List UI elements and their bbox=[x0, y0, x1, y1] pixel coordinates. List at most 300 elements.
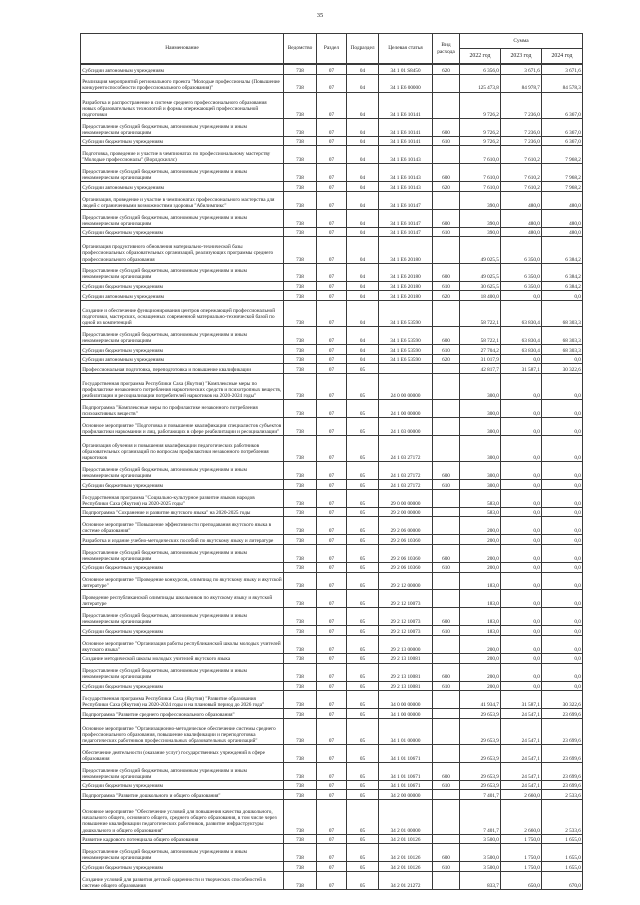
row-subsection: 05 bbox=[347, 489, 379, 507]
row-section: 07 bbox=[317, 65, 347, 75]
row-amount-2022: 3 500,0 bbox=[460, 862, 501, 872]
row-department: 738 bbox=[284, 364, 317, 374]
row-amount-2024: 0,0 bbox=[542, 418, 583, 436]
row-target-article: 29 2 06 00000 bbox=[379, 517, 433, 535]
row-department: 738 bbox=[284, 354, 317, 364]
table-row bbox=[81, 300, 583, 326]
row-expense-type bbox=[433, 800, 460, 835]
row-amount-2024: 6 367,0 bbox=[542, 136, 583, 146]
row-name: Основное мероприятие "Организация работы республиканской школы молодых учителей якутского языка" bbox=[81, 636, 284, 654]
row-section: 07 bbox=[317, 718, 347, 744]
row-subsection: 05 bbox=[347, 517, 379, 535]
row-subsection: 05 bbox=[347, 800, 379, 835]
row-department: 738 bbox=[284, 517, 317, 535]
row-department: 738 bbox=[284, 780, 317, 790]
row-expense-type: 620 bbox=[433, 182, 460, 192]
row-section: 07 bbox=[317, 834, 347, 844]
row-department: 738 bbox=[284, 572, 317, 590]
table-row bbox=[81, 92, 583, 118]
row-subsection: 05 bbox=[347, 663, 379, 681]
row-expense-type bbox=[433, 74, 460, 92]
row-amount-2022: 7 401,7 bbox=[460, 800, 501, 835]
row-section: 07 bbox=[317, 862, 347, 872]
row-name: Предоставление субсидий бюджетным, автономным учреждениям и иным некоммерческим организациям bbox=[81, 118, 284, 136]
row-amount-2022: 29 653,9 bbox=[460, 780, 501, 790]
row-name: Развитие кадрового потенциала общего образования bbox=[81, 834, 284, 844]
row-subsection: 04 bbox=[347, 237, 379, 263]
row-department: 738 bbox=[284, 544, 317, 562]
row-subsection: 04 bbox=[347, 65, 379, 75]
row-section: 07 bbox=[317, 400, 347, 418]
row-subsection: 05 bbox=[347, 436, 379, 462]
row-subsection: 05 bbox=[347, 744, 379, 762]
row-amount-2023: 0,0 bbox=[501, 489, 542, 507]
row-amount-2022: 7 610,0 bbox=[460, 164, 501, 182]
row-amount-2022: 27 704,2 bbox=[460, 345, 501, 355]
table-row bbox=[81, 709, 583, 719]
row-target-article: 34 1 E6 10147 bbox=[379, 227, 433, 237]
row-name: Подготовка, проведение и участие в чемпионатах по профессиональному мастерству "Молодые профессионалы" (Ворлдскиллс) bbox=[81, 146, 284, 164]
row-section: 07 bbox=[317, 191, 347, 209]
row-section: 07 bbox=[317, 182, 347, 192]
row-amount-2024: 23 699,6 bbox=[542, 718, 583, 744]
table-row bbox=[81, 263, 583, 281]
row-name: Предоставление субсидий бюджетным, автономным учреждениям и иным некоммерческим организациям bbox=[81, 327, 284, 345]
row-amount-2022: 9 726,2 bbox=[460, 118, 501, 136]
row-expense-type: 600 bbox=[433, 164, 460, 182]
row-subsection: 05 bbox=[347, 400, 379, 418]
row-department: 738 bbox=[284, 462, 317, 480]
row-expense-type bbox=[433, 691, 460, 709]
row-name: Подпрограмма "Сохранение и развитие якутского языка" на 2020-2025 годы bbox=[81, 507, 284, 517]
row-section: 07 bbox=[317, 691, 347, 709]
row-amount-2023: 0,0 bbox=[501, 373, 542, 399]
row-name: Субсидии автономным учреждениям bbox=[81, 182, 284, 192]
table-row bbox=[81, 191, 583, 209]
table-row bbox=[81, 517, 583, 535]
row-section: 07 bbox=[317, 590, 347, 608]
row-amount-2024: 84 578,3 bbox=[542, 74, 583, 92]
row-amount-2023: 0,0 bbox=[501, 636, 542, 654]
row-subsection: 05 bbox=[347, 418, 379, 436]
row-target-article: 29 2 13 10081 bbox=[379, 653, 433, 663]
row-target-article: 29 2 12 00000 bbox=[379, 572, 433, 590]
column-header-expense-type: Вид расхода bbox=[433, 34, 460, 64]
row-department: 738 bbox=[284, 489, 317, 507]
row-name: Предоставление субсидий бюджетным, автономным учреждениям и иным некоммерческим организациям bbox=[81, 608, 284, 626]
row-name: Субсидии бюджетным учреждениям bbox=[81, 227, 284, 237]
column-header-amount: Сумма bbox=[460, 34, 583, 49]
row-section: 07 bbox=[317, 209, 347, 227]
row-amount-2023: 0,0 bbox=[501, 663, 542, 681]
row-amount-2024: 68 303,3 bbox=[542, 327, 583, 345]
row-name: Субсидии бюджетным учреждениям bbox=[81, 626, 284, 636]
row-amount-2022: 183,0 bbox=[460, 608, 501, 626]
row-department: 738 bbox=[284, 164, 317, 182]
row-amount-2024: 0,0 bbox=[542, 681, 583, 691]
table-row bbox=[81, 608, 583, 626]
row-section: 07 bbox=[317, 418, 347, 436]
row-amount-2023: 0,0 bbox=[501, 418, 542, 436]
row-amount-2022: 300,0 bbox=[460, 373, 501, 399]
row-expense-type: 610 bbox=[433, 227, 460, 237]
table-row bbox=[81, 373, 583, 399]
row-amount-2023: 0,0 bbox=[501, 291, 542, 301]
row-amount-2023: 480,0 bbox=[501, 191, 542, 209]
row-target-article bbox=[379, 364, 433, 374]
row-target-article: 34 1 01 10671 bbox=[379, 762, 433, 780]
row-expense-type bbox=[433, 709, 460, 719]
row-subsection: 05 bbox=[347, 691, 379, 709]
row-expense-type: 620 bbox=[433, 65, 460, 75]
row-name: Субсидии бюджетным учреждениям bbox=[81, 345, 284, 355]
row-amount-2022: 583,0 bbox=[460, 489, 501, 507]
row-amount-2022: 3 500,0 bbox=[460, 844, 501, 862]
row-amount-2023: 7 610,2 bbox=[501, 164, 542, 182]
row-amount-2024: 0,0 bbox=[542, 480, 583, 490]
row-target-article: 34 1 01 S8450 bbox=[379, 65, 433, 75]
row-target-article: 34 1 01 10671 bbox=[379, 780, 433, 790]
row-target-article: 34 1 E6 00000 bbox=[379, 74, 433, 92]
row-name: Субсидии бюджетным учреждениям bbox=[81, 862, 284, 872]
row-amount-2022: 58 722,1 bbox=[460, 300, 501, 326]
row-amount-2022: 183,0 bbox=[460, 572, 501, 590]
row-amount-2023: 7 236,0 bbox=[501, 92, 542, 118]
row-expense-type bbox=[433, 364, 460, 374]
row-target-article: 34 2 01 10126 bbox=[379, 834, 433, 844]
row-amount-2023: 1 750,0 bbox=[501, 844, 542, 862]
row-target-article: 34 1 E6 10141 bbox=[379, 118, 433, 136]
row-expense-type: 600 bbox=[433, 327, 460, 345]
row-amount-2024: 6 384,2 bbox=[542, 237, 583, 263]
row-target-article: 34 1 01 10671 bbox=[379, 744, 433, 762]
row-subsection: 04 bbox=[347, 345, 379, 355]
row-name: Подпрограмма "Развитие среднего профессионального образования" bbox=[81, 709, 284, 719]
row-amount-2022: 583,0 bbox=[460, 507, 501, 517]
table-row bbox=[81, 136, 583, 146]
row-amount-2022: 300,0 bbox=[460, 400, 501, 418]
row-section: 07 bbox=[317, 762, 347, 780]
row-department: 738 bbox=[284, 300, 317, 326]
row-amount-2023: 7 610,2 bbox=[501, 146, 542, 164]
row-target-article: 29 2 00 00000 bbox=[379, 507, 433, 517]
row-department: 738 bbox=[284, 562, 317, 572]
row-subsection: 05 bbox=[347, 636, 379, 654]
row-expense-type bbox=[433, 237, 460, 263]
table-row bbox=[81, 182, 583, 192]
row-name: Субсидии бюджетным учреждениям bbox=[81, 480, 284, 490]
row-amount-2023: 7 236,0 bbox=[501, 118, 542, 136]
row-expense-type bbox=[433, 572, 460, 590]
row-amount-2024: 670,0 bbox=[542, 871, 583, 889]
row-amount-2022: 49 025,5 bbox=[460, 237, 501, 263]
row-amount-2022: 200,0 bbox=[460, 681, 501, 691]
row-amount-2022: 9 726,2 bbox=[460, 92, 501, 118]
row-expense-type: 610 bbox=[433, 345, 460, 355]
row-section: 07 bbox=[317, 291, 347, 301]
row-amount-2024: 480,0 bbox=[542, 191, 583, 209]
row-department: 738 bbox=[284, 507, 317, 517]
row-amount-2024: 7 968,2 bbox=[542, 182, 583, 192]
row-subsection: 05 bbox=[347, 834, 379, 844]
row-amount-2022: 183,0 bbox=[460, 590, 501, 608]
row-expense-type: 610 bbox=[433, 862, 460, 872]
row-section: 07 bbox=[317, 790, 347, 800]
row-department: 738 bbox=[284, 834, 317, 844]
row-target-article: 34 1 E6 10141 bbox=[379, 92, 433, 118]
row-section: 07 bbox=[317, 744, 347, 762]
row-name: Разработка и распространение в системе среднего профессионального образования новых образовательных технологий и формы опережающей профессиональной подготовки bbox=[81, 92, 284, 118]
row-amount-2022: 49 025,5 bbox=[460, 263, 501, 281]
row-amount-2024: 480,0 bbox=[542, 227, 583, 237]
row-target-article: 34 1 01 00000 bbox=[379, 718, 433, 744]
row-name: Предоставление субсидий бюджетным, автономным учреждениям и иным некоммерческим организациям bbox=[81, 544, 284, 562]
row-expense-type bbox=[433, 191, 460, 209]
row-section: 07 bbox=[317, 237, 347, 263]
row-target-article: 29 2 06 10360 bbox=[379, 535, 433, 545]
row-amount-2023: 0,0 bbox=[501, 653, 542, 663]
row-amount-2023: 3 671,6 bbox=[501, 65, 542, 75]
row-subsection: 05 bbox=[347, 790, 379, 800]
row-section: 07 bbox=[317, 480, 347, 490]
row-section: 07 bbox=[317, 871, 347, 889]
row-department: 738 bbox=[284, 691, 317, 709]
row-expense-type bbox=[433, 300, 460, 326]
row-amount-2024: 1 655,0 bbox=[542, 834, 583, 844]
table-row bbox=[81, 653, 583, 663]
table-row bbox=[81, 418, 583, 436]
row-name: Создание условий для развития детской одаренности и творческих способностей в системе общего образования bbox=[81, 871, 284, 889]
row-amount-2023: 6 350,0 bbox=[501, 263, 542, 281]
row-amount-2024: 0,0 bbox=[542, 373, 583, 399]
row-amount-2022: 200,0 bbox=[460, 663, 501, 681]
row-section: 07 bbox=[317, 844, 347, 862]
row-subsection: 04 bbox=[347, 146, 379, 164]
row-target-article: 34 1 E6 10143 bbox=[379, 164, 433, 182]
row-department: 738 bbox=[284, 418, 317, 436]
row-section: 07 bbox=[317, 436, 347, 462]
row-expense-type bbox=[433, 653, 460, 663]
row-amount-2024: 23 699,6 bbox=[542, 762, 583, 780]
table-row bbox=[81, 663, 583, 681]
row-amount-2023: 0,0 bbox=[501, 681, 542, 691]
row-expense-type bbox=[433, 92, 460, 118]
row-amount-2023: 0,0 bbox=[501, 608, 542, 626]
column-header-target-article: Целевая статья bbox=[379, 34, 433, 64]
row-amount-2023: 63 830,4 bbox=[501, 345, 542, 355]
row-department: 738 bbox=[284, 327, 317, 345]
row-amount-2022: 300,0 bbox=[460, 480, 501, 490]
row-amount-2023: 480,0 bbox=[501, 209, 542, 227]
row-subsection: 04 bbox=[347, 182, 379, 192]
row-amount-2024: 0,0 bbox=[542, 507, 583, 517]
row-name: Субсидии бюджетным учреждениям bbox=[81, 562, 284, 572]
row-department: 738 bbox=[284, 790, 317, 800]
row-section: 07 bbox=[317, 572, 347, 590]
row-amount-2024: 23 699,6 bbox=[542, 780, 583, 790]
row-target-article: 34 2 01 10126 bbox=[379, 844, 433, 862]
row-section: 07 bbox=[317, 544, 347, 562]
row-amount-2024: 0,0 bbox=[542, 636, 583, 654]
row-subsection: 05 bbox=[347, 626, 379, 636]
row-amount-2022: 29 653,9 bbox=[460, 718, 501, 744]
row-amount-2022: 200,0 bbox=[460, 535, 501, 545]
row-department: 738 bbox=[284, 844, 317, 862]
row-amount-2023: 0,0 bbox=[501, 590, 542, 608]
row-subsection: 04 bbox=[347, 263, 379, 281]
row-amount-2022: 29 653,9 bbox=[460, 762, 501, 780]
table-row bbox=[81, 209, 583, 227]
row-expense-type bbox=[433, 373, 460, 399]
row-expense-type: 600 bbox=[433, 118, 460, 136]
table-row bbox=[81, 572, 583, 590]
row-target-article: 24 1 03 00000 bbox=[379, 418, 433, 436]
row-amount-2022: 42 817,7 bbox=[460, 364, 501, 374]
row-amount-2024: 6 367,0 bbox=[542, 92, 583, 118]
row-name: Государственная программа Республики Саха (Якутия) "Развитие образования Республики Саха (Якутия) на 2020-2024 годы и на плановый период до 2026 года" bbox=[81, 691, 284, 709]
row-target-article: 29 2 12 10073 bbox=[379, 626, 433, 636]
row-department: 738 bbox=[284, 663, 317, 681]
table-row bbox=[81, 327, 583, 345]
row-subsection: 05 bbox=[347, 364, 379, 374]
row-name: Основное мероприятие "Повышение эффективности преподавания якутского языка в системе образования" bbox=[81, 517, 284, 535]
row-amount-2023: 1 750,0 bbox=[501, 834, 542, 844]
row-amount-2023: 0,0 bbox=[501, 507, 542, 517]
row-amount-2023: 31 587,1 bbox=[501, 691, 542, 709]
row-amount-2023: 650,0 bbox=[501, 871, 542, 889]
row-target-article: 34 1 E6 20180 bbox=[379, 237, 433, 263]
row-department: 738 bbox=[284, 535, 317, 545]
row-target-article: 29 2 12 10073 bbox=[379, 590, 433, 608]
row-expense-type bbox=[433, 146, 460, 164]
row-amount-2024: 0,0 bbox=[542, 626, 583, 636]
row-target-article: 34 1 E6 20180 bbox=[379, 281, 433, 291]
row-amount-2023: 480,0 bbox=[501, 227, 542, 237]
row-amount-2024: 30 322,6 bbox=[542, 691, 583, 709]
row-name: Основное мероприятие "Обеспечение условий для повышения качества дошкольного, начального общего, основного общего, среднего общего образования, в том числе через повышение квалификации педагогических работников, развитие инфраструктуры дошкольного и общего образования" bbox=[81, 800, 284, 835]
row-expense-type bbox=[433, 744, 460, 762]
row-subsection: 05 bbox=[347, 709, 379, 719]
row-name: Основное мероприятие "Подготовка и повышение квалификации специалистов субъектов профилактики наркомании и лиц, работающих в сфере реабилитации и ресоциализации" bbox=[81, 418, 284, 436]
row-expense-type: 600 bbox=[433, 608, 460, 626]
row-expense-type: 600 bbox=[433, 844, 460, 862]
table-row bbox=[81, 354, 583, 364]
row-target-article: 34 1 E6 10147 bbox=[379, 209, 433, 227]
row-department: 738 bbox=[284, 281, 317, 291]
row-section: 07 bbox=[317, 300, 347, 326]
row-section: 07 bbox=[317, 608, 347, 626]
row-amount-2022: 6 356,0 bbox=[460, 65, 501, 75]
row-subsection: 04 bbox=[347, 300, 379, 326]
row-amount-2023: 0,0 bbox=[501, 354, 542, 364]
row-expense-type: 620 bbox=[433, 354, 460, 364]
row-name: Основное мероприятие "Организационно-методическое обеспечение системы среднего профессионального образования, повышение квалификации и переподготовка педагогических работников профессиональных образовательных организаций" bbox=[81, 718, 284, 744]
row-target-article: 34 0 00 00000 bbox=[379, 691, 433, 709]
table-row bbox=[81, 400, 583, 418]
row-department: 738 bbox=[284, 681, 317, 691]
row-amount-2024: 30 322,6 bbox=[542, 364, 583, 374]
row-subsection: 05 bbox=[347, 507, 379, 517]
row-target-article: 34 1 E6 20180 bbox=[379, 291, 433, 301]
row-amount-2024: 6 367,0 bbox=[542, 118, 583, 136]
table-row bbox=[81, 590, 583, 608]
row-target-article: 29 2 06 10360 bbox=[379, 562, 433, 572]
table-row bbox=[81, 281, 583, 291]
row-department: 738 bbox=[284, 862, 317, 872]
row-amount-2024: 7 968,2 bbox=[542, 146, 583, 164]
page-number: 35 bbox=[316, 12, 324, 19]
row-section: 07 bbox=[317, 263, 347, 281]
row-name: Субсидии бюджетным учреждениям bbox=[81, 136, 284, 146]
row-expense-type: 600 bbox=[433, 762, 460, 780]
row-section: 07 bbox=[317, 507, 347, 517]
row-section: 07 bbox=[317, 636, 347, 654]
row-department: 738 bbox=[284, 590, 317, 608]
row-amount-2024: 2 533,6 bbox=[542, 800, 583, 835]
row-amount-2023: 24 547,1 bbox=[501, 709, 542, 719]
row-amount-2024: 1 655,0 bbox=[542, 862, 583, 872]
row-section: 07 bbox=[317, 709, 347, 719]
row-expense-type bbox=[433, 489, 460, 507]
row-amount-2024: 0,0 bbox=[542, 663, 583, 681]
row-amount-2023: 0,0 bbox=[501, 480, 542, 490]
row-name: Предоставление субсидий бюджетным, автономным учреждениям и иным некоммерческим организациям bbox=[81, 209, 284, 227]
row-target-article: 24 1 03 27172 bbox=[379, 480, 433, 490]
table-row bbox=[81, 636, 583, 654]
table-row bbox=[81, 691, 583, 709]
row-amount-2024: 6 384,2 bbox=[542, 281, 583, 291]
row-subsection: 05 bbox=[347, 373, 379, 399]
budget-table bbox=[80, 64, 583, 890]
column-header-department: Ведомство bbox=[284, 34, 317, 64]
row-department: 738 bbox=[284, 373, 317, 399]
row-section: 07 bbox=[317, 74, 347, 92]
table-row bbox=[81, 345, 583, 355]
row-amount-2022: 390,0 bbox=[460, 227, 501, 237]
row-amount-2023: 0,0 bbox=[501, 535, 542, 545]
row-department: 738 bbox=[284, 744, 317, 762]
table-row bbox=[81, 237, 583, 263]
row-department: 738 bbox=[284, 92, 317, 118]
row-expense-type bbox=[433, 790, 460, 800]
row-department: 738 bbox=[284, 74, 317, 92]
row-amount-2023: 0,0 bbox=[501, 562, 542, 572]
row-name: Проведение республиканской олимпиады школьников по якутскому языку и якутской литературе bbox=[81, 590, 284, 608]
row-amount-2022: 125 473,8 bbox=[460, 74, 501, 92]
row-amount-2022: 300,0 bbox=[460, 436, 501, 462]
row-subsection: 04 bbox=[347, 354, 379, 364]
row-name: Государственная программа "Социально-культурное развитие языков народов Республики Саха (Якутия) на 2020-2025 годы" bbox=[81, 489, 284, 507]
column-header-year-2024: 2024 год bbox=[542, 49, 583, 64]
row-department: 738 bbox=[284, 709, 317, 719]
row-expense-type bbox=[433, 871, 460, 889]
row-expense-type: 600 bbox=[433, 209, 460, 227]
row-name: Предоставление субсидий бюджетным, автономным учреждениям и иным некоммерческим организациям bbox=[81, 462, 284, 480]
row-target-article: 34 1 E6 10147 bbox=[379, 191, 433, 209]
row-department: 738 bbox=[284, 136, 317, 146]
row-amount-2023: 63 830,4 bbox=[501, 300, 542, 326]
table-row bbox=[81, 626, 583, 636]
row-department: 738 bbox=[284, 237, 317, 263]
row-amount-2023: 0,0 bbox=[501, 436, 542, 462]
row-section: 07 bbox=[317, 164, 347, 182]
row-subsection: 05 bbox=[347, 762, 379, 780]
row-expense-type bbox=[433, 535, 460, 545]
row-name: Создание методической школы молодых учителей якутского языка bbox=[81, 653, 284, 663]
row-amount-2023: 0,0 bbox=[501, 626, 542, 636]
table-row bbox=[81, 871, 583, 889]
row-amount-2022: 200,0 bbox=[460, 562, 501, 572]
